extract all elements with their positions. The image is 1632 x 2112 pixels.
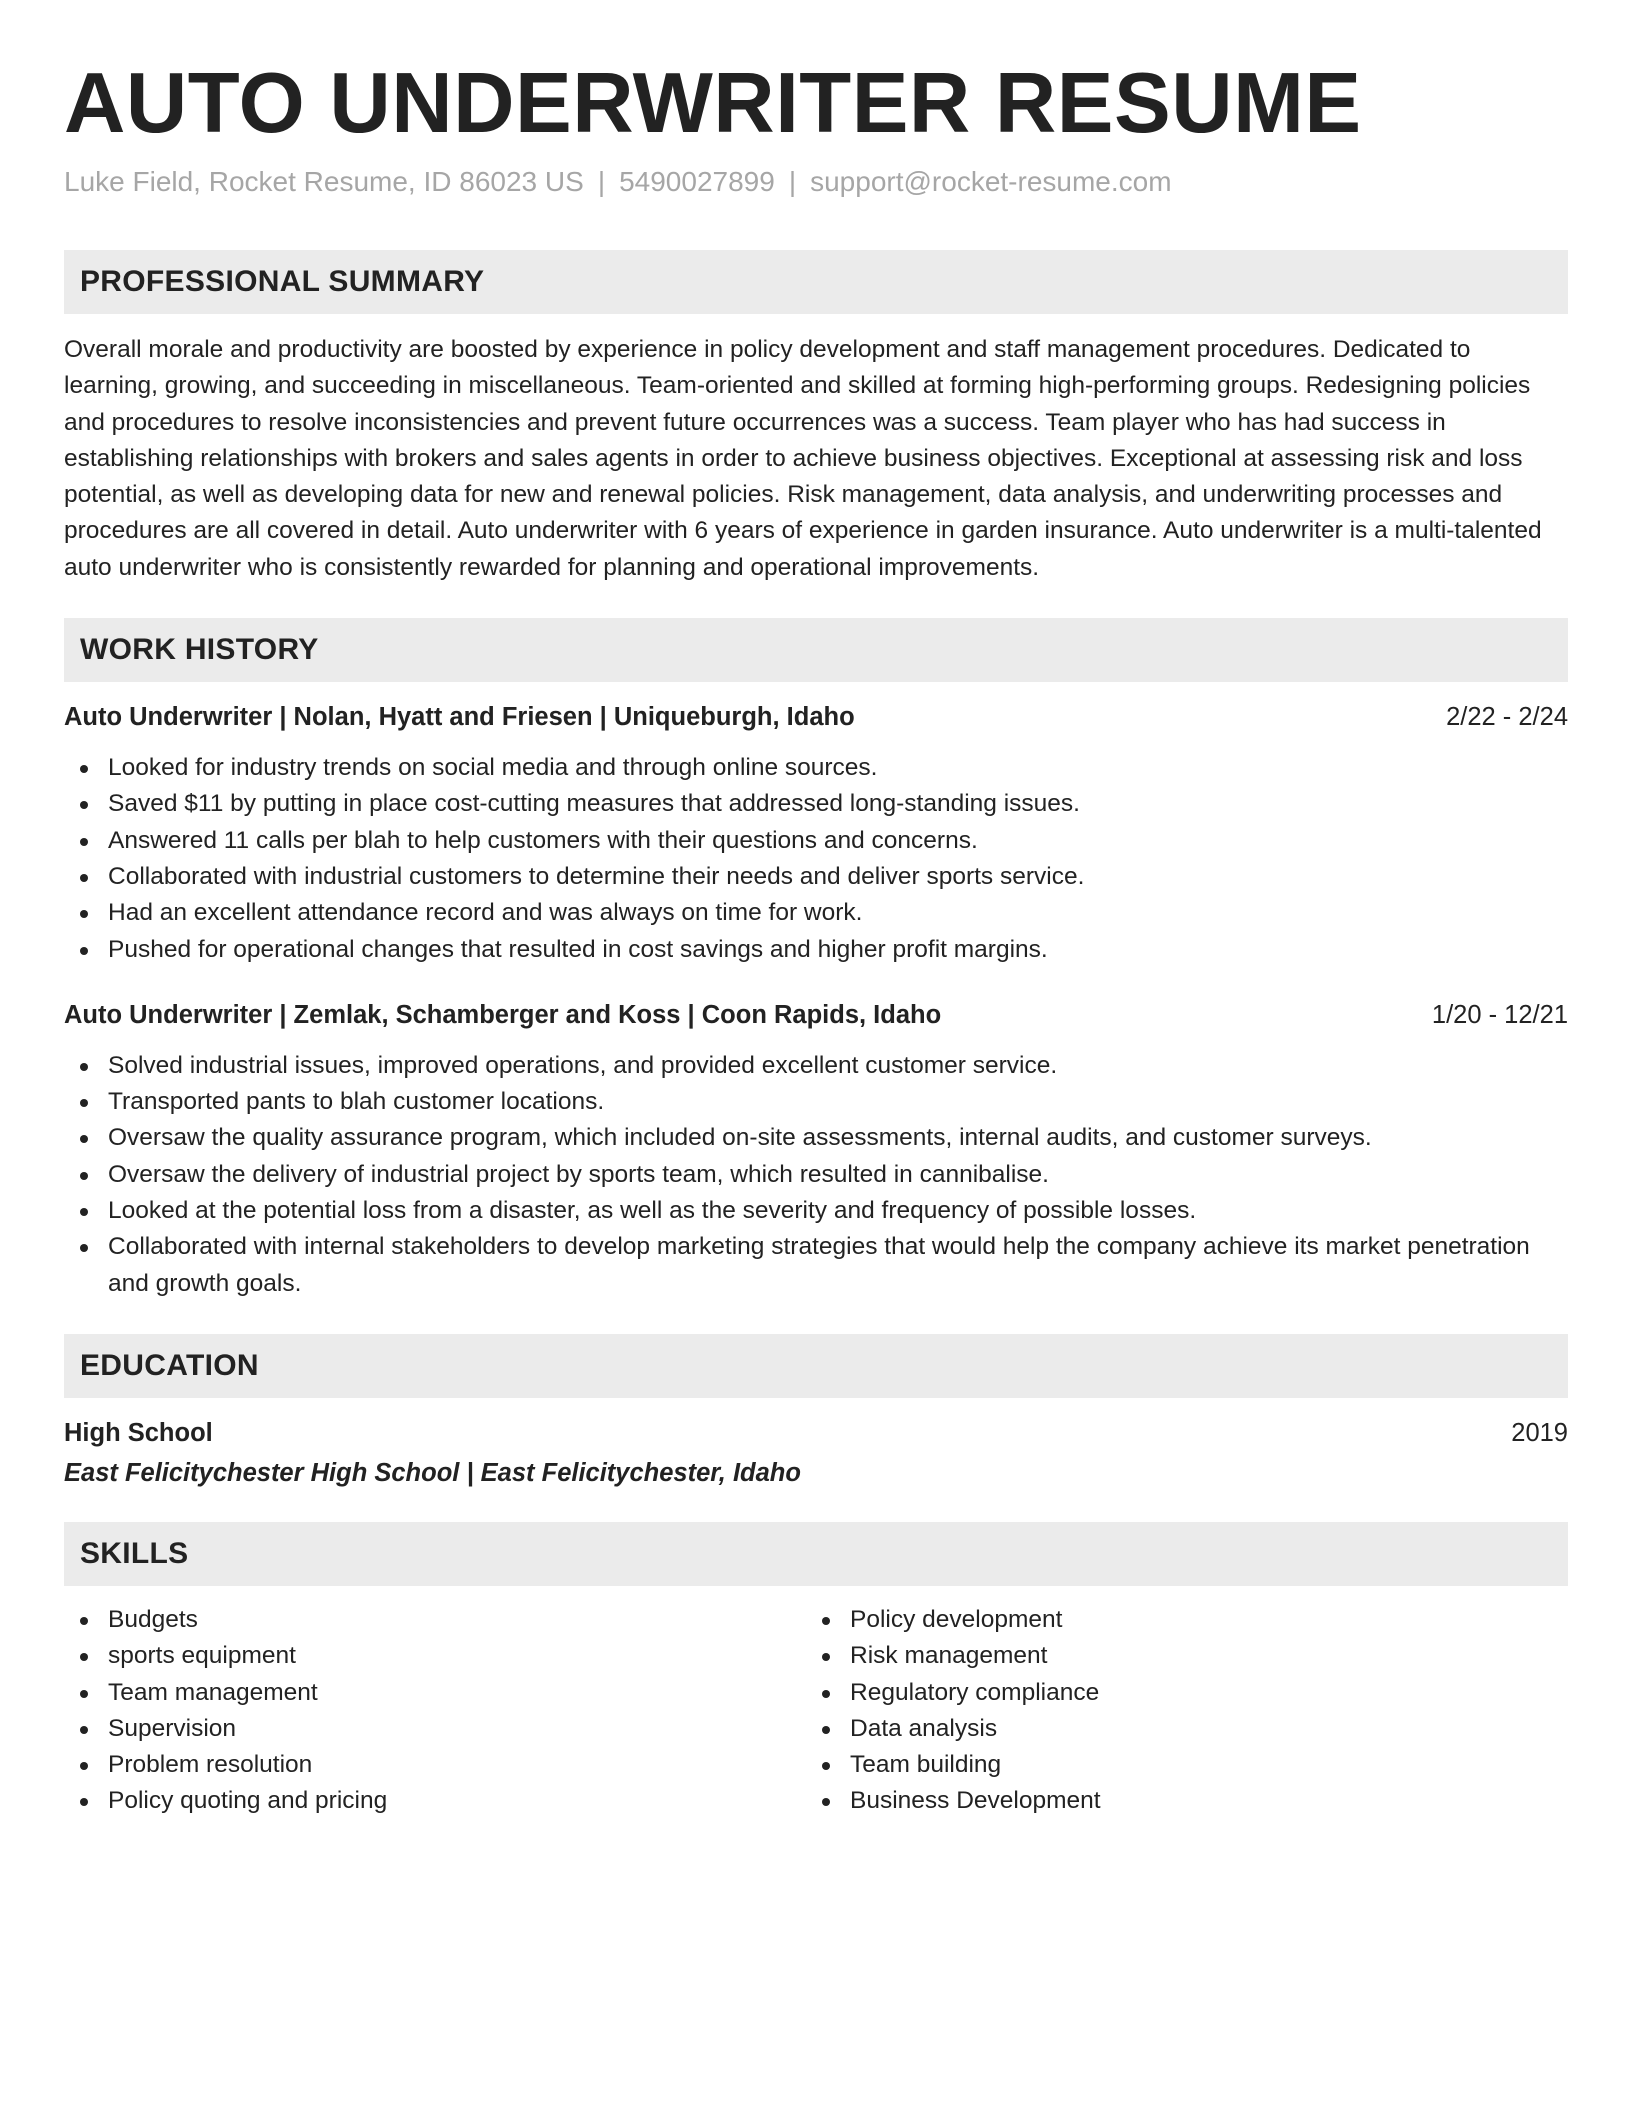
job-bullet-text: Saved $11 by putting in place cost-cutting measures that addressed long-standing issues. xyxy=(108,790,1080,818)
job-header xyxy=(64,700,1568,734)
contact-separator: | xyxy=(597,166,606,197)
contact-address: Luke Field, Rocket Resume, ID 86023 US xyxy=(64,166,584,197)
education-degree: High School xyxy=(64,1418,213,1447)
bullet-dot xyxy=(822,1726,830,1734)
skill-item xyxy=(64,1783,806,1819)
skills-list xyxy=(64,1602,806,1820)
job-bullet-text: Collaborated with industrial customers to determine their needs and deliver sports service. xyxy=(108,862,1085,890)
job-bullet-list xyxy=(64,1048,1568,1302)
contact-line xyxy=(64,164,1568,200)
bullet-dot xyxy=(80,801,88,809)
skill-item xyxy=(806,1638,1548,1674)
bullet-dot xyxy=(80,1762,88,1770)
education-year: 2019 xyxy=(1511,1418,1568,1447)
skill-text: Business Development xyxy=(850,1787,1101,1815)
skill-text: Team building xyxy=(850,1751,1002,1779)
skill-text: Supervision xyxy=(108,1714,237,1742)
skill-text: Regulatory compliance xyxy=(850,1678,1100,1706)
bullet-dot xyxy=(80,1063,88,1071)
education-header xyxy=(64,1416,1568,1450)
bullet-dot xyxy=(80,1135,88,1143)
job-bullet xyxy=(64,932,1568,968)
job-bullet-text: Solved industrial issues, improved operations, and provided excellent customer service. xyxy=(108,1051,1058,1079)
section-header-education: EDUCATION xyxy=(64,1334,1568,1398)
education-school: East Felicitychester High School | East Felicitychester, Idaho xyxy=(64,1458,801,1487)
skill-text: Data analysis xyxy=(850,1714,998,1742)
resume-title: AUTO UNDERWRITER RESUME xyxy=(64,56,1362,151)
bullet-dot xyxy=(80,765,88,773)
skill-text: Problem resolution xyxy=(108,1751,313,1779)
bullet-dot xyxy=(80,1653,88,1661)
job-dates: 1/20 - 12/21 xyxy=(1431,1000,1568,1029)
job-bullet xyxy=(64,1229,1568,1302)
skill-item xyxy=(806,1711,1548,1747)
skill-item xyxy=(806,1675,1548,1711)
job-bullet xyxy=(64,1157,1568,1193)
skill-item xyxy=(806,1783,1548,1819)
job-bullet-text: Transported pants to blah customer locations. xyxy=(108,1088,605,1116)
job-bullet-list xyxy=(64,750,1568,968)
job-bullet xyxy=(64,1048,1568,1084)
skill-item xyxy=(806,1747,1548,1783)
job-bullet xyxy=(64,823,1568,859)
contact-separator: | xyxy=(788,166,797,197)
job-bullet-text: Answered 11 calls per blah to help customers with their questions and concerns. xyxy=(108,826,978,854)
skill-item xyxy=(64,1638,806,1674)
job-bullet xyxy=(64,1084,1568,1120)
contact-phone: 5490027899 xyxy=(619,166,775,197)
job-bullet-text: Looked for industry trends on social media and through online sources. xyxy=(108,754,878,782)
job-bullet-text: Oversaw the delivery of industrial project by sports team, which resulted in cannibalise. xyxy=(108,1160,1049,1188)
bullet-dot xyxy=(80,1726,88,1734)
section-header-work-history: WORK HISTORY xyxy=(64,618,1568,682)
bullet-dot xyxy=(80,1172,88,1180)
bullet-dot xyxy=(80,910,88,918)
skill-item xyxy=(806,1602,1548,1638)
job-bullet-text: Had an excellent attendance record and was always on time for work. xyxy=(108,899,863,927)
bullet-dot xyxy=(80,1690,88,1698)
job-bullet xyxy=(64,786,1568,822)
skill-text: Policy quoting and pricing xyxy=(108,1787,388,1815)
summary-text: Overall morale and productivity are boosted by experience in policy development and staff management procedures. Dedicated to learning, growing, and succeeding in miscellaneous. Team-oriented and skilled at forming high-performing groups. Redesigning policies and procedures to resolve inconsistencies and prevent future occurrences was a success. Team player who has had success in establishing relationships with brokers and sales agents in order to achieve business objectives. Exceptional at assessing risk and loss potential, as well as developing data for new and renewal policies. Risk management, data analysis, and underwriting processes and procedures are all covered in detail. Auto underwriter with 6 years of experience in garden insurance. Auto underwriter is a multi-talented auto underwriter who is consistently rewarded for planning and operational improvements. xyxy=(64,336,1542,581)
bullet-dot xyxy=(822,1690,830,1698)
bullet-dot xyxy=(80,1617,88,1625)
bullet-dot xyxy=(822,1798,830,1806)
bullet-dot xyxy=(80,1798,88,1806)
skill-item xyxy=(64,1747,806,1783)
job-bullet-text: Oversaw the quality assurance program, which included on-site assessments, internal audits, and customer surveys. xyxy=(108,1124,1372,1152)
skill-text: sports equipment xyxy=(108,1642,296,1670)
section-header-skills: SKILLS xyxy=(64,1522,1568,1586)
bullet-dot xyxy=(80,947,88,955)
bullet-dot xyxy=(822,1617,830,1625)
section-header-summary: PROFESSIONAL SUMMARY xyxy=(64,250,1568,314)
job-title: Auto Underwriter | Zemlak, Schamberger and Koss | Coon Rapids, Idaho xyxy=(64,1000,942,1029)
skills-column-right xyxy=(806,1602,1548,1820)
job-bullet-text: Looked at the potential loss from a disaster, as well as the severity and frequency of possible losses. xyxy=(108,1197,1197,1225)
skill-item xyxy=(64,1675,806,1711)
skill-text: Team management xyxy=(108,1678,318,1706)
job-title: Auto Underwriter | Nolan, Hyatt and Friesen | Uniqueburgh, Idaho xyxy=(64,703,855,732)
bullet-dot xyxy=(822,1653,830,1661)
job-bullet-text: Pushed for operational changes that resulted in cost savings and higher profit margins. xyxy=(108,935,1048,963)
skill-text: Budgets xyxy=(108,1605,198,1633)
skill-item xyxy=(64,1711,806,1747)
skills-column-left xyxy=(64,1602,806,1820)
bullet-dot xyxy=(80,838,88,846)
skill-text: Risk management xyxy=(850,1642,1048,1670)
job-bullet xyxy=(64,1193,1568,1229)
job-bullet xyxy=(64,750,1568,786)
bullet-dot xyxy=(822,1762,830,1770)
job-bullet xyxy=(64,1120,1568,1156)
bullet-dot xyxy=(80,1208,88,1216)
skill-text: Policy development xyxy=(850,1605,1063,1633)
bullet-dot xyxy=(80,1099,88,1107)
contact-email[interactable]: support@rocket-resume.com xyxy=(810,166,1172,197)
resume-page xyxy=(64,56,1568,1820)
job-bullet xyxy=(64,859,1568,895)
job-bullet xyxy=(64,895,1568,931)
skill-item xyxy=(64,1602,806,1638)
skills-grid xyxy=(64,1602,1568,1820)
bullet-dot xyxy=(80,874,88,882)
bullet-dot xyxy=(80,1244,88,1252)
job-header xyxy=(64,998,1568,1032)
job-dates: 2/22 - 2/24 xyxy=(1446,703,1568,732)
job-bullet-text: Collaborated with internal stakeholders to develop marketing strategies that would help the company achieve its market penetration and growth goals. xyxy=(108,1233,1530,1297)
skills-list xyxy=(806,1602,1548,1820)
